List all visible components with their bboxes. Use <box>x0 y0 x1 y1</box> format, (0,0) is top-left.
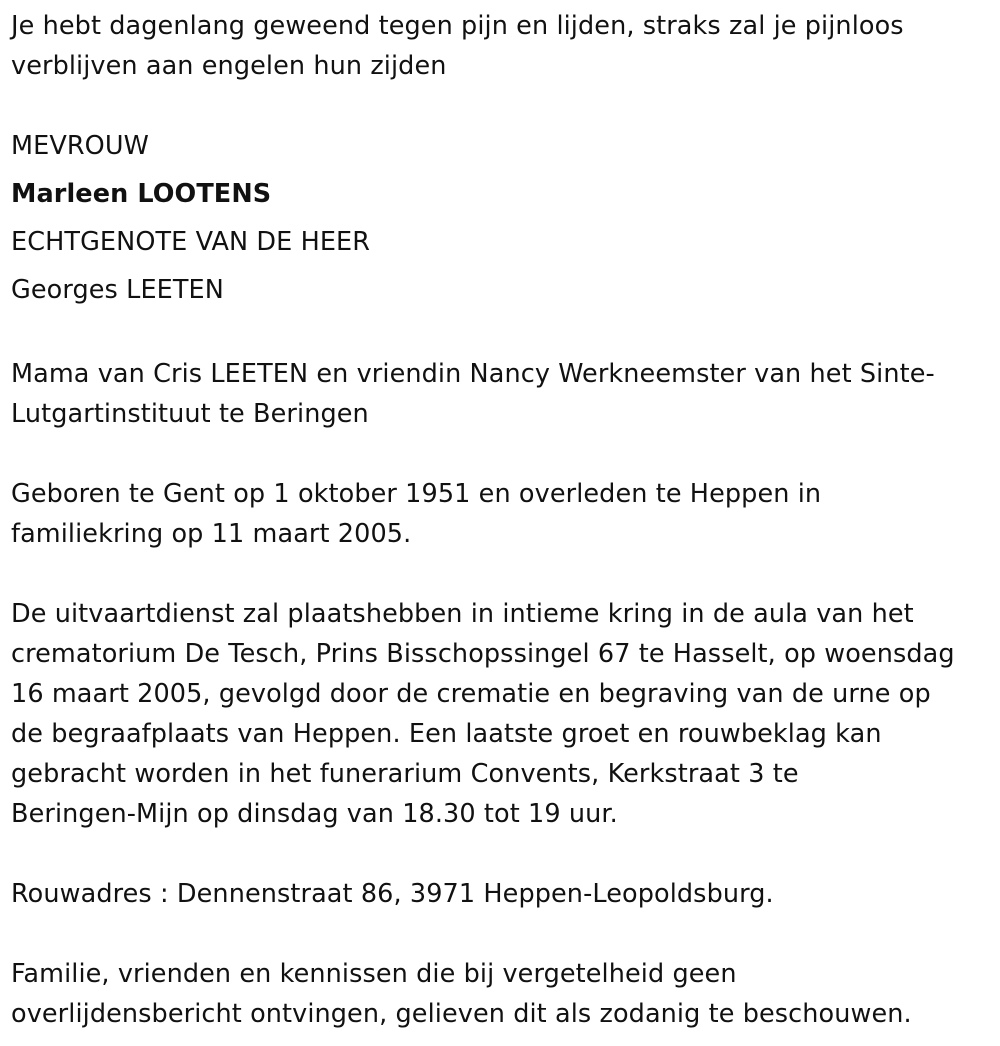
deceased-relation: ECHTGENOTE VAN DE HEER <box>11 227 371 257</box>
family-line: Mama van Cris LEETEN en vriendin Nancy Werkneemster van het Sinte- <box>11 359 935 389</box>
funeral-line: De uitvaartdienst zal plaatshebben in intieme kring in de aula van het <box>11 599 914 629</box>
funeral-line: de begraafplaats van Heppen. Een laatste groet en rouwbeklag kan <box>11 719 882 749</box>
paragraph-spacer <box>11 314 991 354</box>
deceased-block <box>11 122 991 314</box>
funeral-line: crematorium De Tesch, Prins Bisschopssingel 67 te Hasselt, op woensdag <box>11 639 955 669</box>
closing-line: overlijdensbericht ontvingen, gelieven dit als zodanig te beschouwen. <box>11 999 912 1029</box>
paragraph-spacer <box>11 914 991 954</box>
closing-paragraph <box>11 954 991 1034</box>
spouse-name: Georges LEETEN <box>11 275 224 305</box>
funeral-line: gebracht worden in het funerarium Convents, Kerkstraat 3 te <box>11 759 799 789</box>
birth-death-line: Geboren te Gent op 1 oktober 1951 en overleden te Heppen in <box>11 479 822 509</box>
funeral-paragraph <box>11 594 991 834</box>
motto-paragraph <box>11 6 991 86</box>
motto-line: Je hebt dagenlang geweend tegen pijn en lijden, straks zal je pijnloos <box>11 11 904 41</box>
address-paragraph <box>11 874 991 914</box>
funeral-line: Beringen-Mijn op dinsdag van 18.30 tot 19 uur. <box>11 799 618 829</box>
closing-line: Familie, vrienden en kennissen die bij vergetelheid geen <box>11 959 737 989</box>
funeral-line: 16 maart 2005, gevolgd door de crematie en begraving van de urne op <box>11 679 931 709</box>
paragraph-spacer <box>11 434 991 474</box>
obituary-document <box>11 6 991 1034</box>
motto-line: verblijven aan engelen hun zijden <box>11 51 447 81</box>
paragraph-spacer <box>11 86 991 126</box>
deceased-name: Marleen LOOTENS <box>11 179 272 209</box>
paragraph-spacer <box>11 554 991 594</box>
family-paragraph <box>11 354 991 434</box>
birth-death-line: familiekring op 11 maart 2005. <box>11 519 412 549</box>
deceased-title: MEVROUW <box>11 131 149 161</box>
mourning-address: Rouwadres : Dennenstraat 86, 3971 Heppen-Leopoldsburg. <box>11 879 774 909</box>
birth-death-paragraph <box>11 474 991 554</box>
paragraph-spacer <box>11 834 991 874</box>
family-line: Lutgartinstituut te Beringen <box>11 399 369 429</box>
